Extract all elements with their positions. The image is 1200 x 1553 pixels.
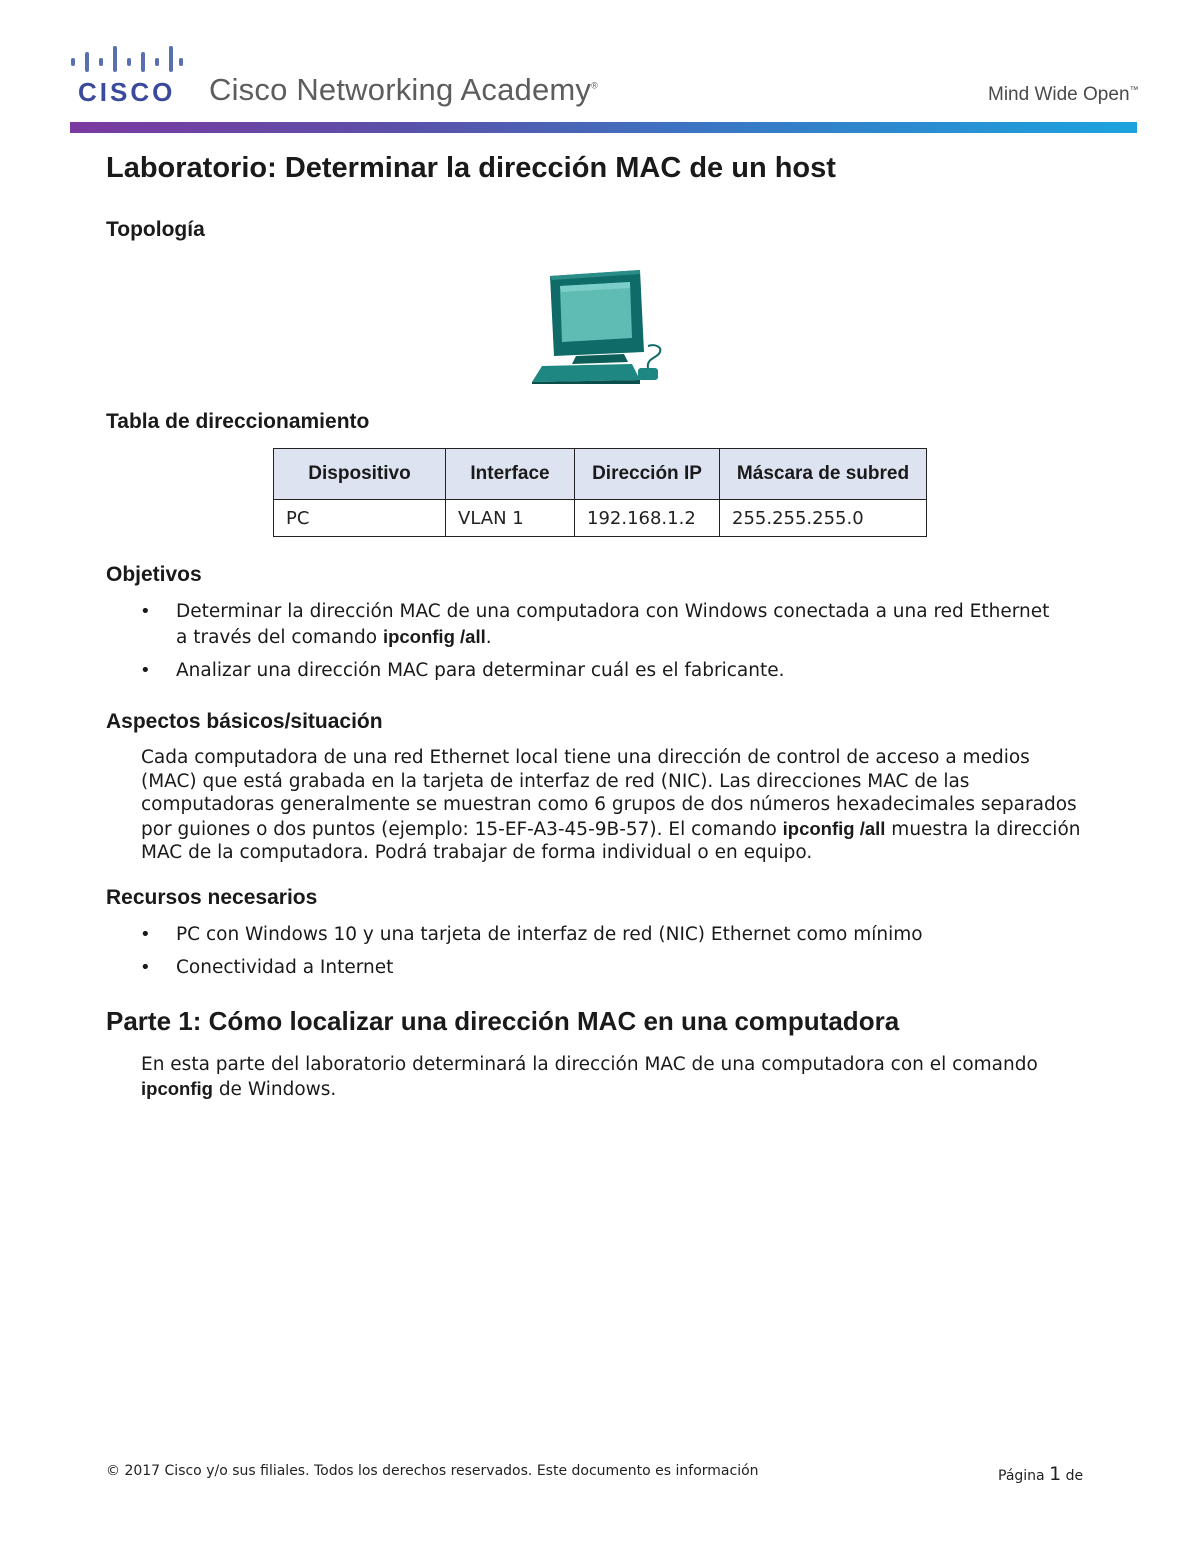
table-cell: PC [274, 500, 446, 537]
part1-heading: Parte 1: Cómo localizar una dirección MAC en una computadora [106, 1006, 900, 1036]
bullet-icon: • [140, 924, 151, 945]
command-text: ipconfig /all [782, 817, 886, 839]
table-header-row [274, 449, 927, 500]
column-header: Dispositivo [274, 449, 446, 500]
svg-text:CISCO: CISCO [78, 77, 176, 106]
table-cell: 192.168.1.2 [575, 500, 720, 537]
part1-paragraph: En esta parte del laboratorio determinará la dirección MAC de una computadora con el comando ipconfig de Windows. [141, 1054, 1038, 1100]
column-header: Máscara de subred [720, 449, 927, 500]
pc-icon [528, 266, 670, 384]
bullet-icon: • [140, 601, 151, 622]
bullet-icon: • [140, 660, 151, 681]
addressing-heading: Tabla de direccionamiento [106, 410, 370, 433]
academy-title: Cisco Networking Academy® [209, 72, 598, 107]
table-cell: 255.255.255.0 [720, 500, 927, 537]
document-title: Laboratorio: Determinar la dirección MAC de un host [106, 152, 836, 184]
table-row [274, 500, 927, 537]
table-cell: VLAN 1 [446, 500, 575, 537]
background-heading: Aspectos básicos/situación [106, 710, 383, 733]
page-header [0, 0, 1200, 140]
objectives-heading: Objetivos [106, 563, 202, 586]
tagline: Mind Wide Open™ [988, 84, 1139, 105]
list-item: • Determinar la dirección MAC de una computadora con Windows conectada a una red Ethernet a través del comando ipconfig /all. [140, 601, 1050, 648]
background-paragraph: Cada computadora de una red Ethernet local tiene una dirección de control de acceso a medios (MAC) que está grabada en la tarjeta de interfaz de red (NIC). Las direcciones MAC de las computadoras generalmente se muestran como 6 grupos de dos números hexadecimales separados por guiones o dos puntos (ejemplo: 15-EF-A3-45-9B-57). El comando ipconfig /all muestra la dirección MAC de la computadora. Podrá trabajar de forma individual o en equipo. [141, 747, 1081, 863]
resources-heading: Recursos necesarios [106, 886, 318, 909]
page-number: Página 1 de [998, 1463, 1084, 1485]
list-item: • Conectividad a Internet [140, 957, 394, 978]
list-item: • Analizar una dirección MAC para determinar cuál es el fabricante. [140, 660, 785, 681]
command-text: ipconfig /all [382, 626, 486, 647]
addressing-table [273, 448, 927, 537]
topology-heading: Topología [106, 218, 205, 241]
column-header: Dirección IP [575, 449, 720, 500]
footer-copyright: © 2017 Cisco y/o sus filiales. Todos los derechos reservados. Este documento es información [106, 1463, 759, 1479]
list-item: • PC con Windows 10 y una tarjeta de interfaz de red (NIC) Ethernet como mínimo [140, 924, 923, 945]
header-gradient-bar [70, 122, 1137, 133]
cisco-logo [68, 44, 186, 106]
bullet-icon: • [140, 957, 151, 978]
objectives-list [140, 599, 1060, 691]
resources-list [140, 922, 1060, 988]
command-text: ipconfig [141, 1077, 213, 1099]
column-header: Interface [446, 449, 575, 500]
